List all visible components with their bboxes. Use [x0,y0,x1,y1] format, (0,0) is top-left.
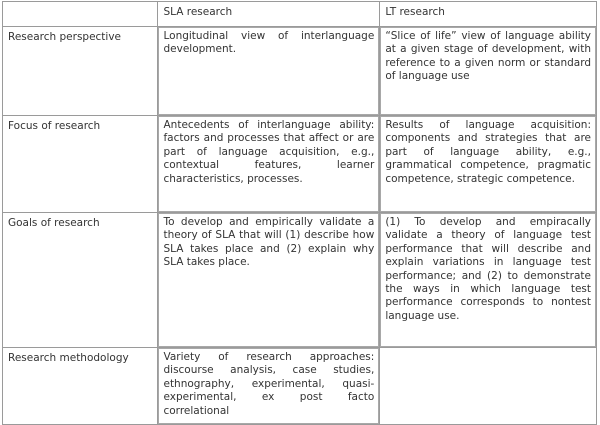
sla-text: Longitudinal view of interlanguage development. [163,30,375,56]
lt-text: (1) To develop and empiracally validate a theory of language test performance that will describe and explain variations in language test performance; and (2) to demonstrate the ways in which language test performance corresponds to nontest language use. [385,216,591,322]
lt-text: “Slice of life” view of language ability at a given stage of development, with reference to a given norm or standard of language use [385,30,591,83]
row-label-focus-of-research: Focus of research [3,116,158,213]
row-label-research-perspective: Research perspective [3,27,158,116]
sla-text: To develop and empirically validate a theory of SLA that will (1) describe how SLA takes place and (2) explain why SLA takes place. [163,216,375,269]
lt-text: Results of language acquisition: components and strategies that are part of language ability, e.g., grammatical competence, pragmatic competence, strategic competence. [385,119,591,185]
lt-cell-research-methodology [380,348,597,425]
row-label-research-methodology: Research methodology [3,348,158,425]
header-cell-sla: SLA research [158,2,380,27]
lt-cell-research-perspective [380,27,597,116]
table-row [3,116,597,213]
row-label-goals-of-research: Goals of research [3,213,158,348]
sla-text: Antecedents of interlanguage ability: factors and processes that affect or are part of language acquisition, e.g., contextual features, learner characteristics, processes. [163,119,375,185]
header-cell-lt: LT research [380,2,597,27]
sla-cell-focus-of-research [158,116,380,213]
table-row [3,27,597,116]
lt-cell-focus-of-research [380,116,597,213]
sla-text: Variety of research approaches: discourse analysis, case studies, ethnography, experimental, quasi-experimental, ex post facto correlational [163,351,375,417]
header-cell-empty [3,2,158,27]
sla-cell-research-methodology [158,348,380,425]
sla-cell-goals-of-research [158,213,380,348]
sla-cell-research-perspective [158,27,380,116]
lt-cell-goals-of-research [380,213,597,348]
table-row [3,348,597,425]
comparison-table [2,1,597,425]
table-header-row [3,2,597,27]
table-row [3,213,597,348]
